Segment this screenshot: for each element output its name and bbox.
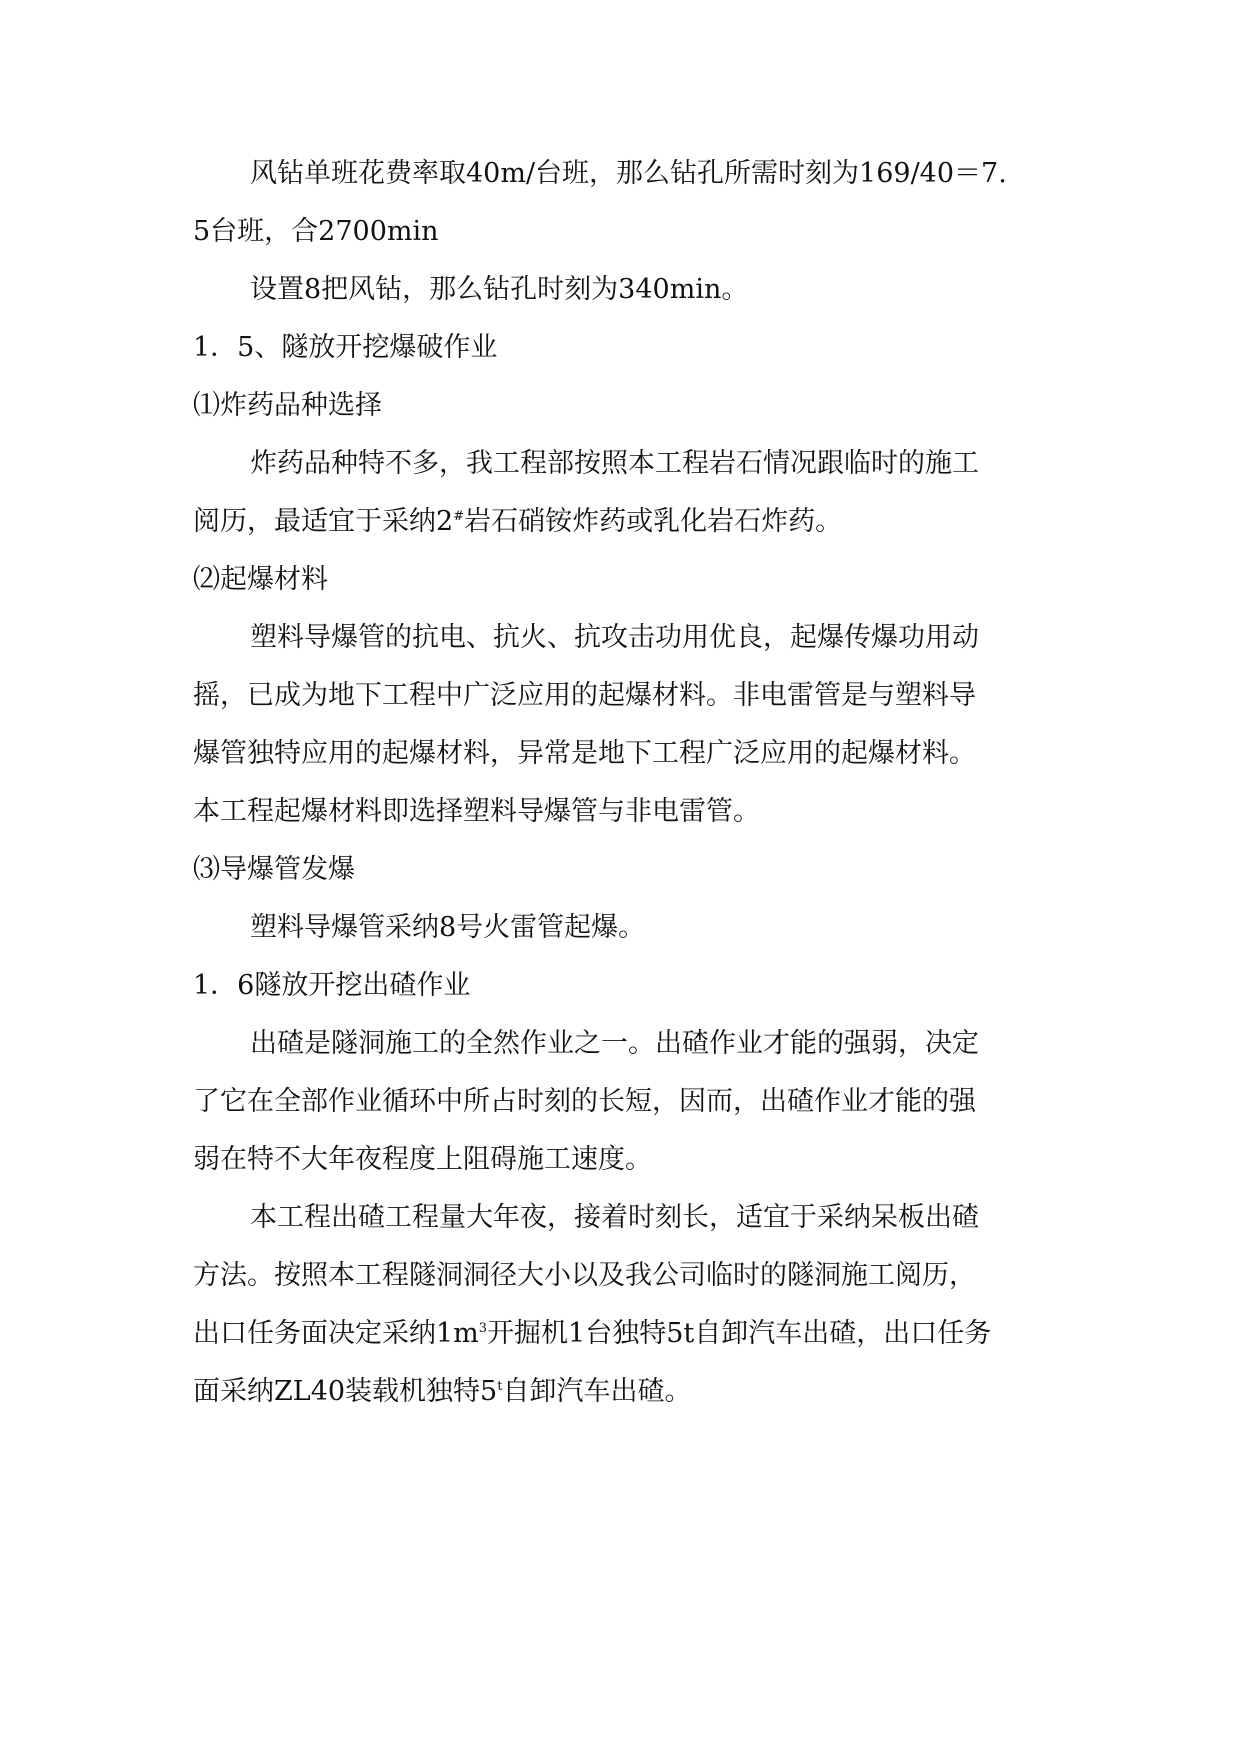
superscript: 3 — [478, 1321, 488, 1336]
text-run: 自卸汽车出碴。 — [502, 1376, 692, 1407]
paragraph-line: 炸药品种特不多，我工程部按照本工程岩石情况跟临时的施工 — [250, 448, 979, 479]
paragraph-line: 了它在全部作业循环中所占时刻的长短，因而，出碴作业才能的强 — [193, 1086, 976, 1117]
paragraph-line — [193, 1316, 991, 1352]
paragraph-line: 方法。按照本工程隧洞洞径大小以及我公司临时的隧洞施工阅历， — [193, 1260, 976, 1291]
paragraph-line: 塑料导爆管的抗电、抗火、抗攻击功用优良，起爆传爆功用动 — [250, 622, 979, 653]
paragraph-line — [193, 1374, 691, 1410]
paragraph-line: 出碴是隧洞施工的全然作业之一。出碴作业才能的强弱，决定 — [250, 1028, 979, 1059]
subsection-heading: ⑶导爆管发爆 — [193, 854, 355, 885]
paragraph-line: 弱在特不大年夜程度上阻碍施工速度。 — [193, 1144, 652, 1175]
paragraph-line: 设置8把风钻，那么钻孔时刻为340min。 — [250, 274, 749, 305]
paragraph-line: 塑料导爆管采纳8号火雷管起爆。 — [250, 912, 646, 943]
text-run: 出口任务面决定采纳1m — [193, 1318, 479, 1349]
paragraph-line: 摇，已成为地下工程中广泛应用的起爆材料。非电雷管是与塑料导 — [193, 680, 976, 711]
section-heading: 1．5、隧放开挖爆破作业 — [193, 332, 498, 363]
paragraph-line: 本工程起爆材料即选择塑料导爆管与非电雷管。 — [193, 796, 760, 827]
paragraph-line: 风钻单班花费率取40m/台班，那么钻孔所需时刻为169/40＝7. — [250, 158, 1007, 189]
text-run: 岩石硝铵炸药或乳化岩石炸药。 — [464, 506, 843, 537]
text-run: 开掘机1台独特5t自卸汽车出碴，出口任务 — [487, 1318, 992, 1349]
paragraph-line: 爆管独特应用的起爆材料，异常是地下工程广泛应用的起爆材料。 — [193, 738, 976, 769]
paragraph-line: 本工程出碴工程量大年夜，接着时刻长，适宜于采纳呆板出碴 — [250, 1202, 979, 1233]
section-heading: 1．6隧放开挖出碴作业 — [193, 970, 471, 1001]
text-run: 面采纳ZL40装载机独特5 — [193, 1376, 498, 1407]
subsection-heading: ⑵起爆材料 — [193, 564, 328, 595]
paragraph-line — [193, 504, 842, 540]
subsection-heading: ⑴炸药品种选择 — [193, 390, 382, 421]
superscript: # — [453, 509, 465, 524]
superscript: t — [497, 1379, 503, 1394]
paragraph-line: 5台班，合2700min — [193, 216, 439, 247]
text-run: 阅历，最适宜于采纳2 — [193, 506, 454, 537]
